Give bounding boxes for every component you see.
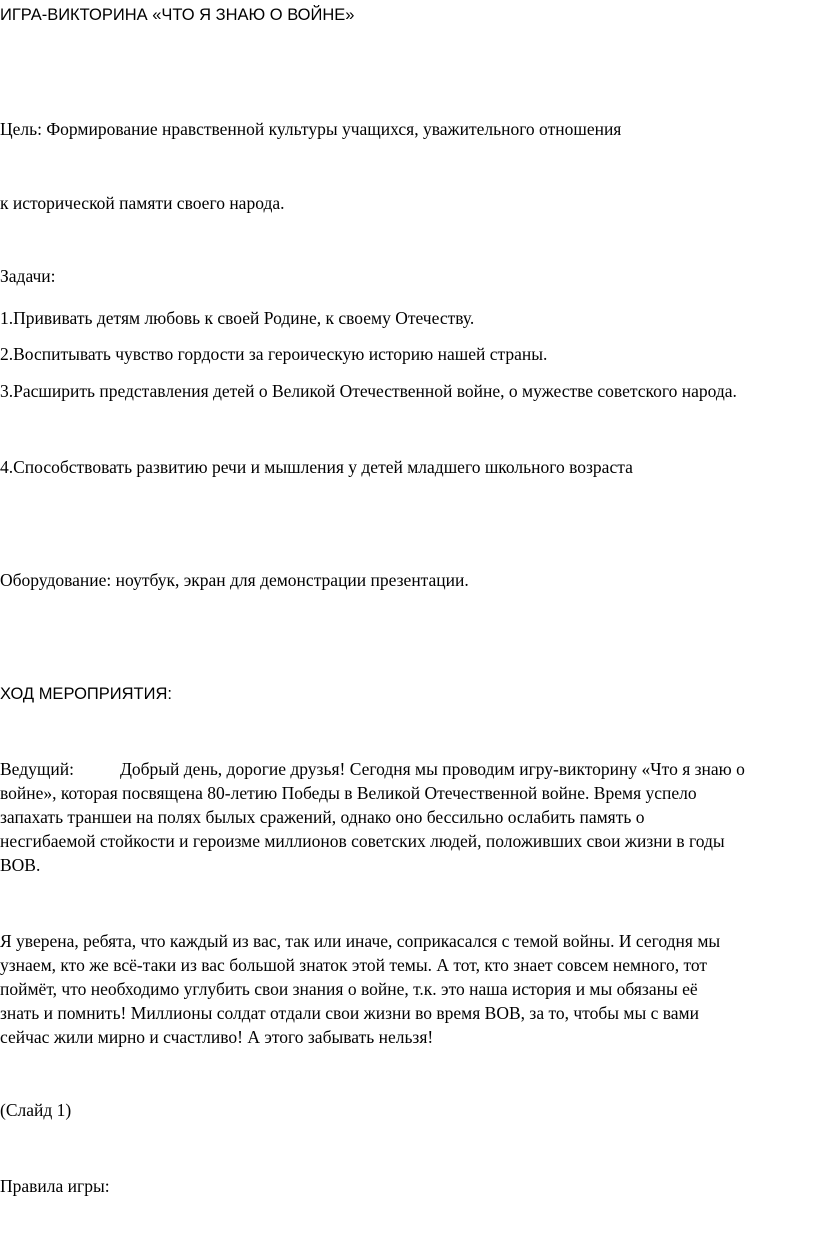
goal-line-1: Цель: Формирование нравственной культуры учащихся, уважительного отношения <box>0 119 622 139</box>
goal-line-2: к исторической памяти своего народа. <box>0 193 285 213</box>
host-text-line-3: запахать траншеи на полях былых сражений, однако оно бессильно ослабить память о <box>0 807 645 827</box>
tasks-heading: Задачи: <box>0 266 56 286</box>
host-text-line-4: несгибаемой стойкости и героизме миллионов советских людей, положивших свои жизни в годы <box>0 831 725 851</box>
slide-note: (Слайд 1) <box>0 1100 72 1120</box>
host-speaker-label: Ведущий: <box>0 759 74 779</box>
second-paragraph-line-2: узнаем, кто же всё-таки из вас большой знаток этой темы. А тот, кто знает совсем немного, тот <box>0 955 708 975</box>
second-paragraph-line-4: знать и помнить! Миллионы солдат отдали свои жизни во время ВОВ, за то, чтобы мы с вами <box>0 1003 699 1023</box>
second-paragraph <box>0 929 812 1049</box>
equipment-line: Оборудование: ноутбук, экран для демонстрации презентации. <box>0 570 469 590</box>
host-text-line-2: войне», которая посвящена 80-летию Победы в Великой Отечественной войне. Время успело <box>0 783 697 803</box>
second-paragraph-line-3: поймёт, что необходимо углубить свои знания о войне, т.к. это наша история и мы обязаны её <box>0 979 698 999</box>
host-text-line-1: Добрый день, дорогие друзья! Сегодня мы проводим игру-викторину «Что я знаю о <box>119 759 745 779</box>
document-title: ИГРА-ВИКТОРИНА «ЧТО Я ЗНАЮ О ВОЙНЕ» <box>0 6 355 24</box>
event-heading: ХОД МЕРОПРИЯТИЯ: <box>0 685 172 703</box>
rules-heading: Правила игры: <box>0 1176 110 1196</box>
task-item-3: 3.Расширить представления детей о Великой Отечественной войне, о мужестве советского народа. <box>0 381 737 401</box>
task-item-2: 2.Воспитывать чувство гордости за героическую историю нашей страны. <box>0 344 548 364</box>
host-text-line-5: ВОВ. <box>0 855 41 875</box>
host-line-1 <box>0 757 812 781</box>
host-paragraph <box>0 757 812 877</box>
task-item-4: 4.Способствовать развитию речи и мышления у детей младшего школьного возраста <box>0 457 633 477</box>
second-paragraph-line-5: сейчас жили мирно и счастливо! А этого забывать нельзя! <box>0 1027 434 1047</box>
second-paragraph-line-1: Я уверена, ребята, что каждый из вас, так или иначе, соприкасался с темой войны. И сегодня мы <box>0 931 721 951</box>
task-item-1: 1.Прививать детям любовь к своей Родине, к своему Отечеству. <box>0 308 475 328</box>
